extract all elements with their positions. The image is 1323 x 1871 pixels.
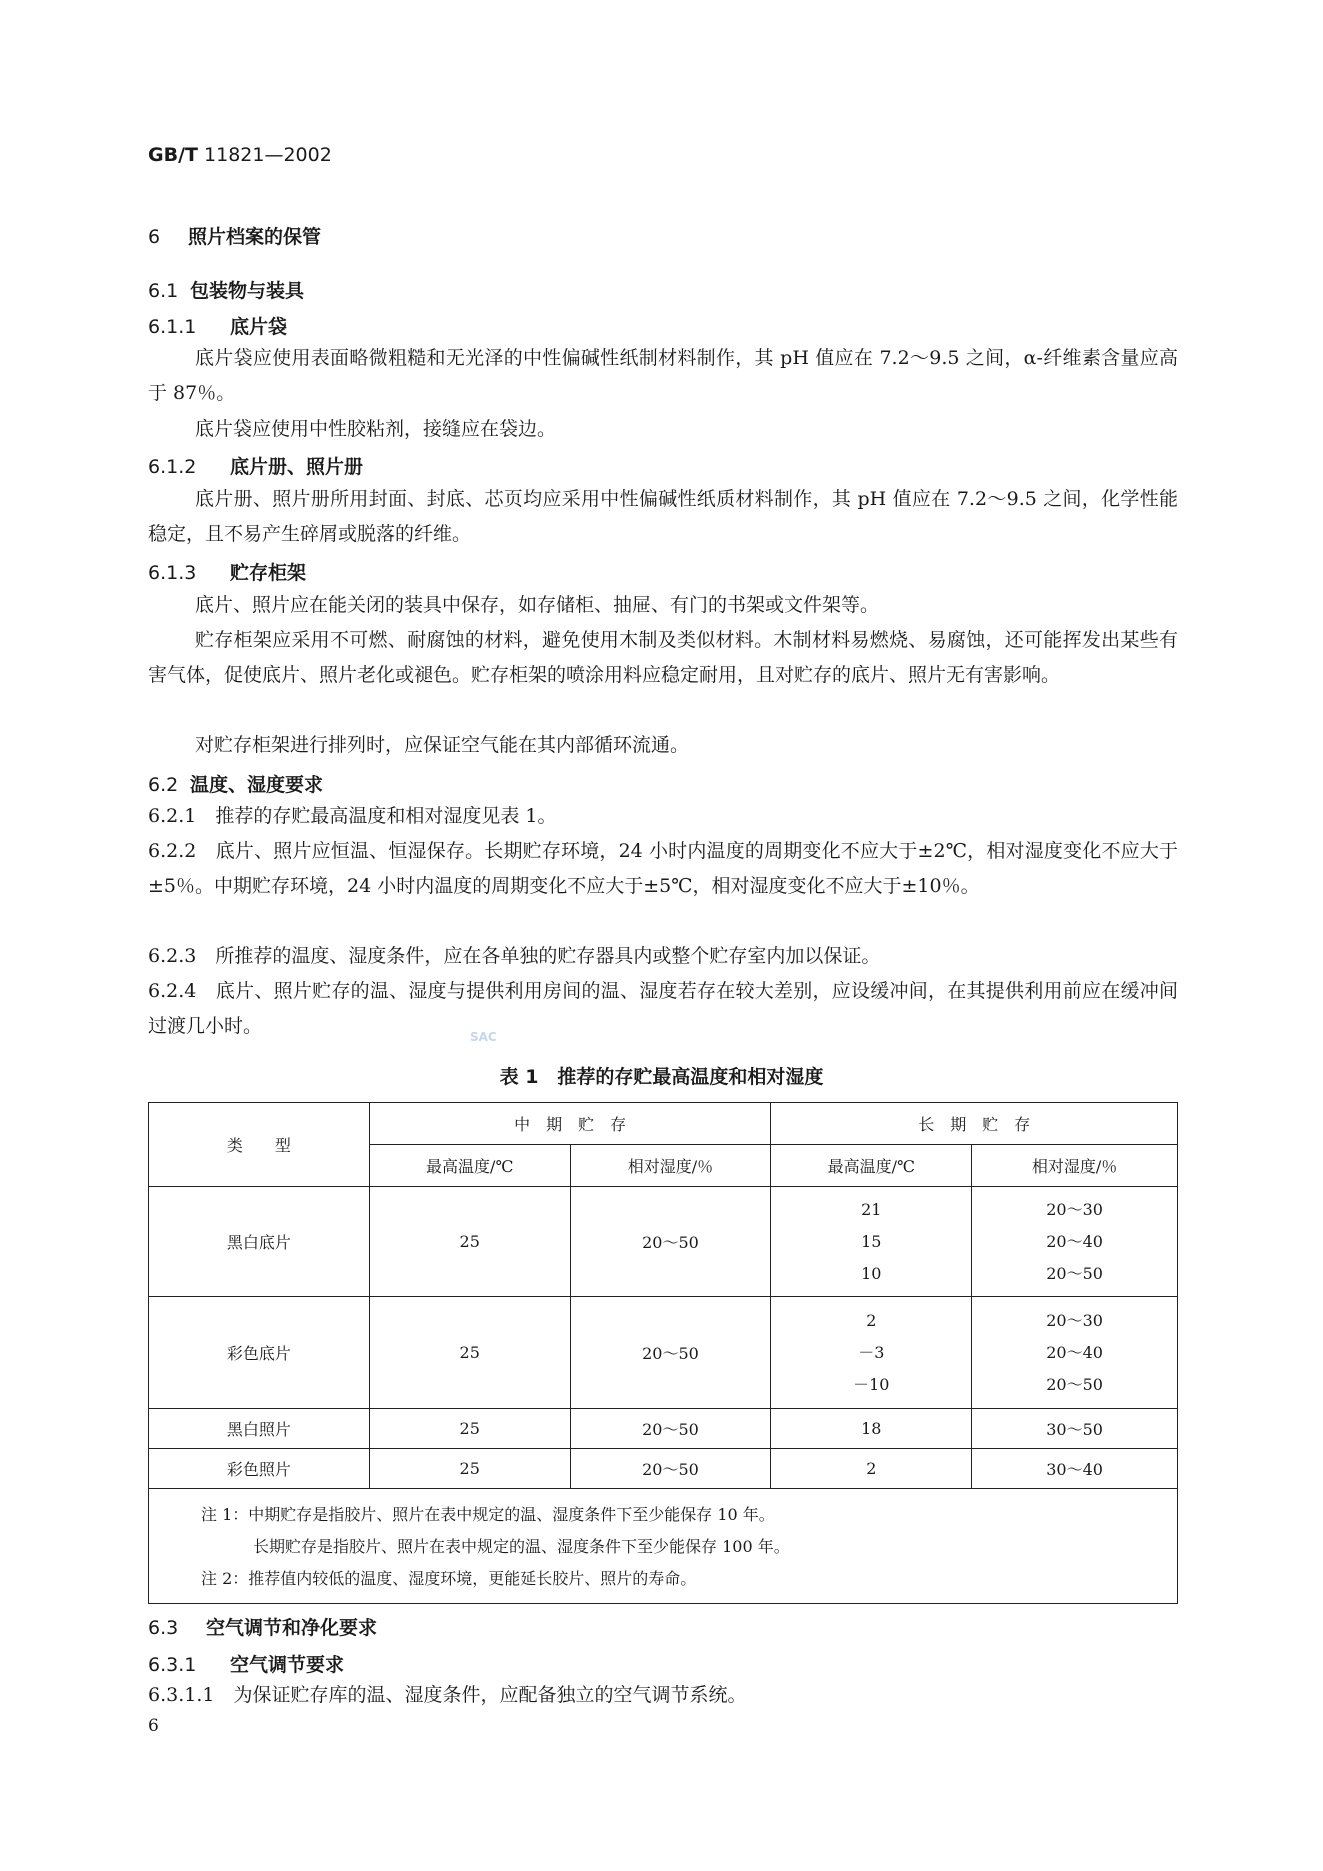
header-mid-temp: 最高温度/℃ — [369, 1145, 570, 1187]
header-long-term: 长 期 贮 存 — [771, 1103, 1178, 1145]
section-6-1-heading — [148, 276, 304, 303]
section-number: 6 — [148, 226, 161, 248]
section-number: 6.3 — [148, 1617, 179, 1639]
cell-type: 黑白底片 — [149, 1187, 370, 1297]
paragraph-6-1-3-c: 对贮存柜架进行排列时，应保证空气能在其内部循环流通。 — [195, 734, 690, 756]
cell-mid-humidity: 20～50 — [570, 1187, 771, 1297]
header-type: 类 型 — [149, 1103, 370, 1187]
standard-prefix: GB/T — [148, 144, 198, 166]
cell-long-humidity: 30～50 — [972, 1409, 1178, 1449]
section-6-3-heading — [148, 1613, 377, 1640]
cell-mid-humidity: 20～50 — [570, 1449, 771, 1489]
value: 20～50 — [1046, 1374, 1103, 1394]
section-title: 底片袋 — [230, 316, 288, 338]
section-number: 6.1.3 — [148, 562, 197, 584]
value: 15 — [861, 1231, 882, 1251]
paragraph-6-1-3-b: 贮存柜架应采用不可燃、耐腐蚀的材料，避免使用木制及类似材料。木制材料易燃烧、易腐蚀，还可能挥发出某些有害气体，促使底片、照片老化或褪色。贮存柜架的喷涂用料应稳定耐用，且对贮存的底片、照片无有害影响。 — [148, 629, 1178, 686]
cell-mid-temp: 25 — [369, 1297, 570, 1409]
cell-mid-temp: 25 — [369, 1187, 570, 1297]
table-notes-row — [149, 1489, 1178, 1604]
page-number: 6 — [148, 1716, 159, 1736]
section-6-2-heading — [148, 770, 323, 797]
paragraph-6-2-2: 6.2.2 底片、照片应恒温、恒湿保存。长期贮存环境，24 小时内温度的周期变化不应大于±2℃，相对湿度变化不应大于±5％。中期贮存环境，24 小时内温度的周期变化不应大于±5℃，相对湿度变化不应大于±10％。 — [148, 840, 1178, 897]
standard-number: 11821—2002 — [204, 144, 332, 166]
value: 20～30 — [1046, 1310, 1103, 1330]
section-6-1-1-heading — [148, 312, 287, 339]
table-row — [149, 1409, 1178, 1449]
section-title: 空气调节要求 — [230, 1654, 345, 1676]
paragraph-6-1-1-b: 底片袋应使用中性胶粘剂，接缝应在袋边。 — [195, 418, 557, 440]
section-6-3-1-heading — [148, 1650, 344, 1677]
table-row — [149, 1449, 1178, 1489]
cell-type: 彩色底片 — [149, 1297, 370, 1409]
cell-mid-temp: 25 — [369, 1449, 570, 1489]
value: 20～50 — [1046, 1263, 1103, 1283]
section-title: 空气调节和净化要求 — [206, 1617, 378, 1639]
section-title: 照片档案的保管 — [188, 226, 322, 248]
section-number: 6.1.1 — [148, 316, 197, 338]
section-number: 6.1 — [148, 280, 179, 302]
section-6-1-3-heading — [148, 558, 306, 585]
header-long-humidity: 相对湿度/％ — [972, 1145, 1178, 1187]
section-6-1-2-heading — [148, 452, 363, 479]
section-title: 包装物与装具 — [190, 280, 305, 302]
sac-watermark: SAC — [470, 1030, 497, 1044]
section-title: 贮存柜架 — [230, 562, 307, 584]
paragraph-6-2-1: 6.2.1 推荐的存贮最高温度和相对湿度见表 1。 — [148, 805, 557, 827]
header-long-temp: 最高温度/℃ — [771, 1145, 972, 1187]
cell-long-humidity — [972, 1187, 1178, 1297]
cell-long-humidity — [972, 1297, 1178, 1409]
paragraph-6-1-2: 底片册、照片册所用封面、封底、芯页均应采用中性偏碱性纸质材料制作，其 pH 值应在 7.2～9.5 之间，化学性能稳定，且不易产生碎屑或脱落的纤维。 — [148, 488, 1178, 545]
paragraph-6-1-1-a: 底片袋应使用表面略微粗糙和无光泽的中性偏碱性纸制材料制作，其 pH 值应在 7.2～9.5 之间，α-纤维素含量应高于 87％。 — [148, 347, 1178, 404]
cell-long-temp — [771, 1187, 972, 1297]
header-mid-term: 中 期 贮 存 — [369, 1103, 771, 1145]
cell-mid-humidity: 20～50 — [570, 1297, 771, 1409]
paragraph-6-1-3-a: 底片、照片应在能关闭的装具中保存，如存储柜、抽屉、有门的书架或文件架等。 — [195, 594, 880, 616]
standard-code — [148, 144, 332, 166]
section-6-heading — [148, 222, 321, 249]
section-title: 温度、湿度要求 — [190, 774, 324, 796]
note-1: 注 1：中期贮存是指胶片、照片在表中规定的温、湿度条件下至少能保存 10 年。 — [201, 1505, 775, 1524]
value: 20～40 — [1046, 1231, 1103, 1251]
value: 20～40 — [1046, 1342, 1103, 1362]
cell-long-temp — [771, 1297, 972, 1409]
section-title: 底片册、照片册 — [230, 456, 364, 478]
cell-long-temp: 2 — [771, 1449, 972, 1489]
cell-type: 黑白照片 — [149, 1409, 370, 1449]
value: 20～30 — [1046, 1199, 1103, 1219]
value: －3 — [858, 1342, 885, 1362]
value: 2 — [866, 1310, 877, 1330]
cell-long-humidity: 30～40 — [972, 1449, 1178, 1489]
section-number: 6.3.1 — [148, 1654, 197, 1676]
value: －10 — [853, 1374, 890, 1394]
table-row — [149, 1187, 1178, 1297]
section-number: 6.2 — [148, 774, 179, 796]
paragraph-6-2-3: 6.2.3 所推荐的温度、湿度条件，应在各单独的贮存器具内或整个贮存室内加以保证。 — [148, 945, 881, 967]
paragraph-6-3-1-1: 6.3.1.1 为保证贮存库的温、湿度条件，应配备独立的空气调节系统。 — [148, 1684, 747, 1706]
table-title: 表 1 推荐的存贮最高温度和相对湿度 — [499, 1066, 824, 1088]
table-row — [149, 1297, 1178, 1409]
header-mid-humidity: 相对湿度/％ — [570, 1145, 771, 1187]
cell-mid-temp: 25 — [369, 1409, 570, 1449]
cell-long-temp: 18 — [771, 1409, 972, 1449]
section-number: 6.1.2 — [148, 456, 197, 478]
table-notes — [149, 1489, 1178, 1604]
note-2: 注 2：推荐值内较低的温度、湿度环境，更能延长胶片、照片的寿命。 — [201, 1569, 697, 1588]
value: 21 — [861, 1199, 882, 1219]
storage-conditions-table — [148, 1102, 1178, 1604]
cell-mid-humidity: 20～50 — [570, 1409, 771, 1449]
paragraph-6-2-4: 6.2.4 底片、照片贮存的温、湿度与提供利用房间的温、湿度若存在较大差别，应设缓冲间，在其提供利用前应在缓冲间过渡几小时。 — [148, 980, 1178, 1037]
note-1-continued: 长期贮存是指胶片、照片在表中规定的温、湿度条件下至少能保存 100 年。 — [253, 1537, 790, 1556]
value: 10 — [861, 1263, 882, 1283]
cell-type: 彩色照片 — [149, 1449, 370, 1489]
